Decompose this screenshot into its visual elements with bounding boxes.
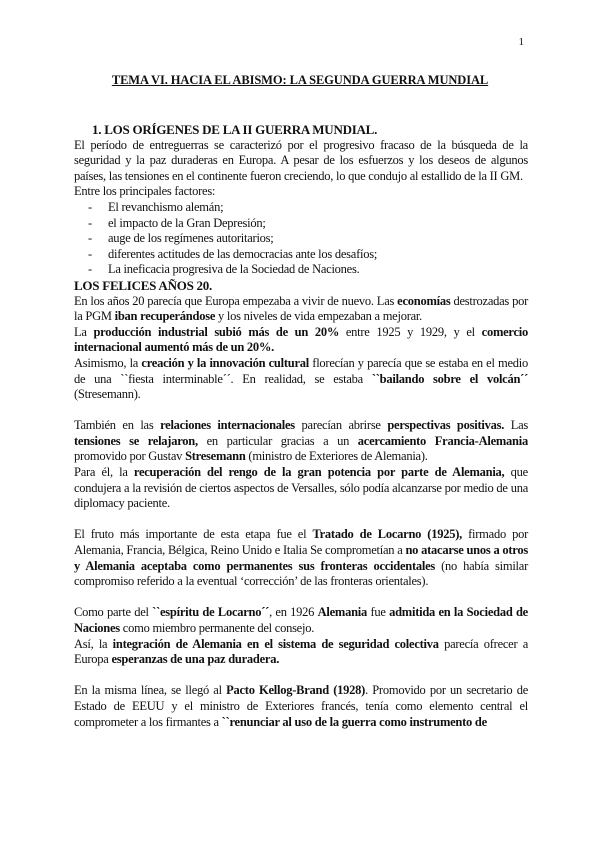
page-number: 1 — [518, 36, 524, 48]
factors-list — [74, 200, 528, 278]
section-heading-roaring-twenties: LOS FELICES AÑOS 20. — [74, 277, 213, 293]
paragraph-economy: En los años 20 parecía que Europa empezaba a vivir de nuevo. Las economías destrozadas por la PGM iban recuperándose y los niveles de vida empezaban a mejorar. — [74, 293, 528, 324]
paragraph-culture: Asimismo, la creación y la innovación cultural florecían y parecía que se estaba en el medio de una ``fiesta interminable´´. En realidad, se estaba ``bailando sobre el volcán´´ (Stresemann). — [74, 355, 529, 402]
dash-bullet: - — [88, 215, 92, 230]
document-title: TEMA VI. HACIA EL ABISMO: LA SEGUNDA GUERRA MUNDIAL — [111, 73, 489, 87]
paragraph-collective-security: Así, la integración de Alemania en el sistema de seguridad colectiva parecía ofrecer a Europa esperanzas de una paz duradera. — [74, 636, 528, 667]
list-item: - La ineficacia progresiva de la Sociedad de Naciones. — [88, 262, 360, 277]
paragraph-intro: El período de entreguerras se caracterizó por el progresivo fracaso de la búsqueda de la seguridad y la paz duraderas en Europa. A pesar de los esfuerzos y los deseos de algunos países, las tensiones en el continente fueron creciendo, lo que condujo al estallido de la II GM. — [74, 137, 528, 183]
list-item: - auge de los regímenes autoritarios; — [88, 231, 274, 246]
list-item: - El revanchismo alemán; — [88, 199, 224, 214]
dash-bullet: - — [88, 199, 92, 214]
list-item: - diferentes actitudes de las democracias ante los desafíos; — [88, 246, 378, 261]
dash-bullet: - — [88, 231, 92, 246]
dash-bullet: - — [88, 262, 92, 277]
document-body — [74, 122, 528, 730]
paragraph-kellog: En la misma línea, se llegó al Pacto Kellog-Brand (1928). Promovido por un secretario de Estado de EEUU y el ministro de Exteriores francés, tenía como elemento central el comprometer a los firmantes a ``renunciar al uso de la guerra como instrumento de — [74, 683, 528, 729]
section-heading-origins: 1. LOS ORÍGENES DE LA II GUERRA MUNDIAL. — [92, 122, 378, 137]
paragraph-relations: También en las relaciones internacionales parecían abrirse perspectivas positivas. Las tensiones se relajaron, en particular gracias a un acercamiento Francia-Alemania promovido por Gustav Stresemann (ministro de Exteriores de Alemania). — [74, 418, 528, 464]
paragraph-locarno: El fruto más importante de esta etapa fue el Tratado de Locarno (1925), firmado por Alemania, Francia, Bélgica, Reino Unido e Italia Se comprometían a no atacarse unos a otros y Alemania aceptaba como permanentes sus fronteras occidentales (no había similar compromiso referido a la eventual ‘corrección’ de las fronteras orientales). — [74, 527, 528, 589]
paragraph-stresemann: Para él, la recuperación del rengo de la gran potencia por parte de Alemania, que condujera a la revisión de ciertos aspectos de Versalles, sólo podía alcanzarse por medio de una diplomacy paciente. — [74, 465, 528, 511]
dash-bullet: - — [88, 246, 92, 261]
paragraph-league-admission: Como parte del ``espíritu de Locarno´´, en 1926 Alemania fue admitida en la Sociedad de Naciones como miembro permanente del consejo. — [74, 605, 528, 635]
list-item: - el impacto de la Gran Depresión; — [88, 215, 266, 230]
paragraph-production: La producción industrial subió más de un 20% entre 1925 y 1929, y el comercio internacional aumentó más de un 20%. — [74, 324, 528, 355]
factors-intro: Entre los principales factores: — [74, 184, 216, 199]
